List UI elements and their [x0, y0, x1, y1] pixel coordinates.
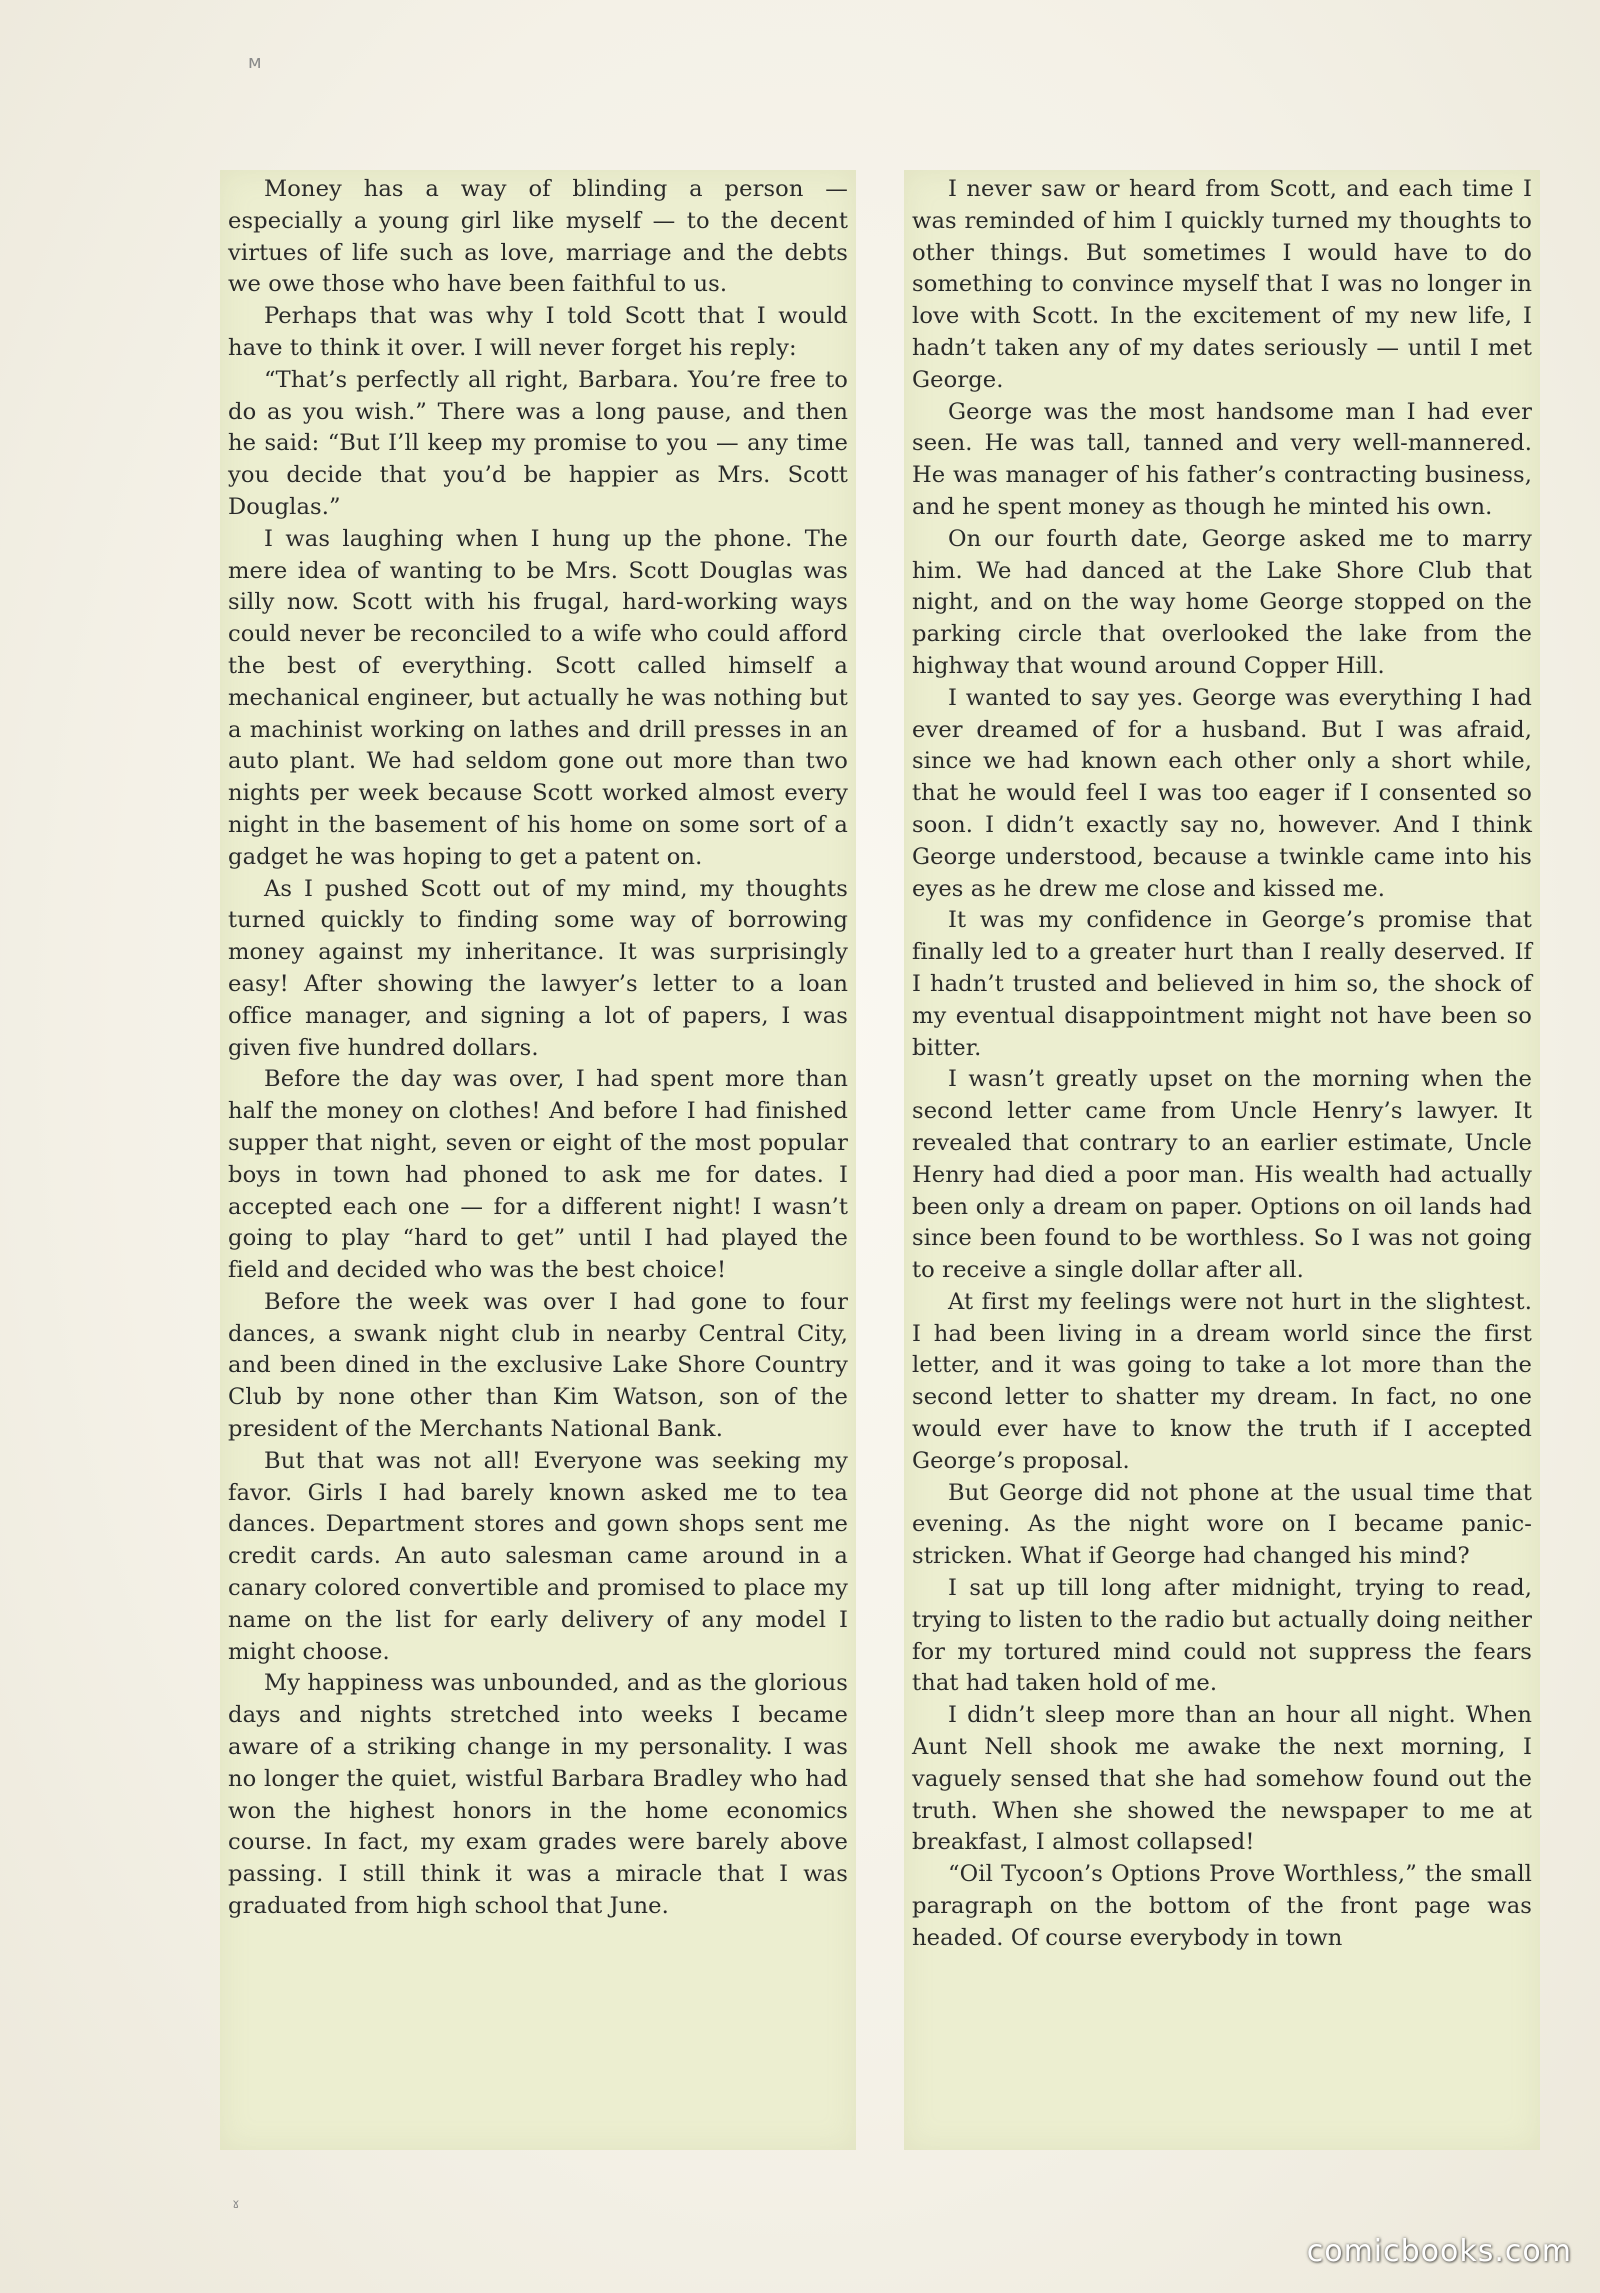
site-watermark: comicbooks.com	[1306, 2234, 1572, 2269]
right-text-column	[904, 170, 1540, 2150]
paragraph: I never saw or heard from Scott, and each time I was reminded of him I quickly turned my thoughts to other things. But sometimes I would have to do something to convince myself that I was no longer in love with Scott. In the excitement of my new life, I hadn’t taken any of my dates seriously — until I met George.	[912, 176, 1532, 393]
paragraph: It was my confidence in George’s promise that finally led to a greater hurt than I really deserved. If I hadn’t trusted and believed in him so, the shock of my eventual disappointment might not have been so bitter.	[912, 907, 1532, 1061]
paragraph: But George did not phone at the usual time that evening. As the night wore on I became panic-stricken. What if George had changed his mind?	[912, 1479, 1532, 1570]
paragraph: As I pushed Scott out of my mind, my thoughts turned quickly to finding some way of borrowing money against my inheritance. It was surprisingly easy! After showing the lawyer’s letter to a loan office manager, and signing a lot of papers, I was given five hundred dollars.	[228, 875, 848, 1061]
paragraph: I wanted to say yes. George was everything I had ever dreamed of for a husband. But I was afraid, since we had known each other only a short while, that he would feel I was too eager if I consented so soon. I didn’t exactly say no, however. And I think George understood, because a twinkle came into his eyes as he drew me close and kissed me.	[912, 684, 1532, 902]
paragraph: Before the day was over, I had spent more than half the money on clothes! And before I had finished supper that night, seven or eight of the most popular boys in town had phoned to ask me for dates. I accepted each one — for a different night! I wasn’t going to play “hard to get” until I had played the field and decided who was the best choice!	[228, 1066, 848, 1284]
paragraph: George was the most handsome man I had ever seen. He was tall, tanned and very well-mannered. He was manager of his father’s contracting business, and he spent money as though he minted his own.	[912, 398, 1532, 520]
paragraph: Money has a way of blinding a person — especially a young girl like myself — to the decent virtues of life such as love, marriage and the debts we owe those who have been faithful to us.	[228, 176, 848, 298]
paragraph: Perhaps that was why I told Scott that I would have to think it over. I will never forget his reply:	[228, 303, 848, 361]
paragraph: On our fourth date, George asked me to marry him. We had danced at the Lake Shore Club that night, and on the way home George stopped on the parking circle that overlooked the lake from the highway that wound around Copper Hill.	[912, 525, 1532, 679]
paragraph: But that was not all! Everyone was seeking my favor. Girls I had barely known asked me to tea dances. Department stores and gown shops sent me credit cards. An auto salesman came around in a canary colored convertible and promised to place my name on the list for early delivery of any model I might choose.	[228, 1447, 848, 1665]
paragraph: My happiness was unbounded, and as the glorious days and nights stretched into weeks I became aware of a striking change in my personality. I was no longer the quiet, wistful Barbara Bradley who had won the highest honors in the home economics course. In fact, my exam grades were barely above passing. I still think it was a miracle that I was graduated from high school that June.	[228, 1670, 848, 1920]
paragraph: I was laughing when I hung up the phone. The mere idea of wanting to be Mrs. Scott Douglas was silly now. Scott with his frugal, hard-working ways could never be reconciled to a wife who could afford the best of everything. Scott called himself a mechanical engineer, but actually he was nothing but a machinist working on lathes and drill presses in an auto plant. We had seldom gone out more than two nights per week because Scott worked almost every night in the basement of his home on some sort of a gadget he was hoping to get a patent on.	[228, 525, 848, 870]
page-corner-mark: ˠ	[232, 2196, 240, 2217]
page-corner-mark: ᴍ	[248, 52, 262, 73]
paragraph: I didn’t sleep more than an hour all night. When Aunt Nell shook me awake the next morning, I vaguely sensed that she had somehow found out the truth. When she showed the newspaper to me at breakfast, I almost collapsed!	[912, 1702, 1532, 1856]
paragraph: At first my feelings were not hurt in the slightest. I had been living in a dream world since the first letter, and it was going to take a lot more than the second letter to shatter my dream. In fact, no one would ever have to know the truth if I accepted George’s proposal.	[912, 1288, 1532, 1474]
paragraph: Before the week was over I had gone to four dances, a swank night club in nearby Central City, and been dined in the exclusive Lake Shore Country Club by none other than Kim Watson, son of the president of the Merchants National Bank.	[228, 1288, 848, 1443]
paragraph: “That’s perfectly all right, Barbara. You’re free to do as you wish.” There was a long pause, and then he said: “But I’ll keep my promise to you — any time you decide that you’d be happier as Mrs. Scott Douglas.”	[228, 366, 848, 520]
paragraph: “Oil Tycoon’s Options Prove Worthless,” the small paragraph on the bottom of the front page was headed. Of course everybody in town	[912, 1861, 1532, 1951]
paragraph: I wasn’t greatly upset on the morning when the second letter came from Uncle Henry’s lawyer. It revealed that contrary to an earlier estimate, Uncle Henry had died a poor man. His wealth had actually been only a dream on paper. Options on oil lands had since been found to be worthless. So I was not going to receive a single dollar after all.	[912, 1066, 1532, 1284]
paragraph: I sat up till long after midnight, trying to read, trying to listen to the radio but actually doing neither for my tortured mind could not suppress the fears that had taken hold of me.	[912, 1575, 1532, 1697]
left-text-column	[220, 170, 856, 2150]
